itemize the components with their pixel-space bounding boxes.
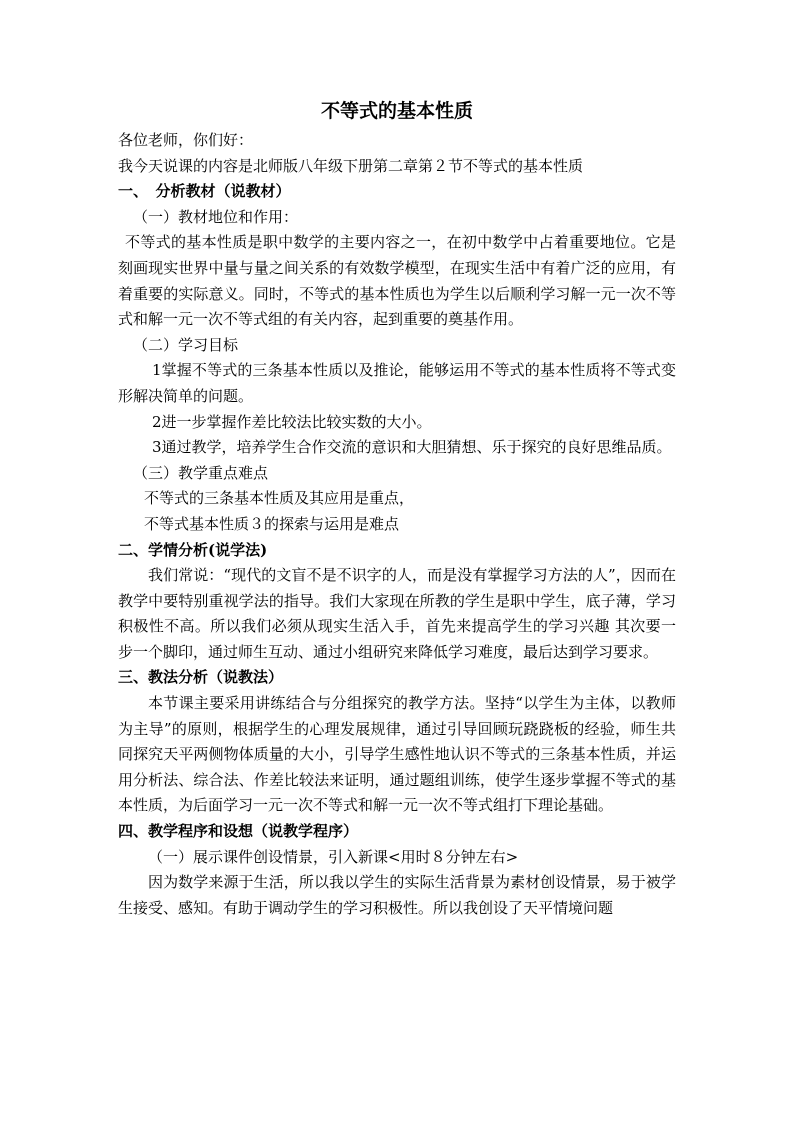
section1-sub1-body: 不等式的基本性质是职中数学的主要内容之一，在初中数学中占着重要地位。它是刻画现实世界中量与量之间关系的有效数学模型，在现实生活中有着广泛的应用，有着重要的实际意义。同时，不等式的基本性质也为学生以后顺利学习解一元一次不等式和解一元一次不等式组的有关内容，起到重要的奠基作用。	[118, 233, 676, 329]
difficulty: 不等式基本性质３的探索与运用是难点	[144, 514, 400, 533]
goal-3: 3通过教学，培养学生合作交流的意识和大胆猜想、乐于探究的良好思维品质。	[152, 438, 672, 457]
section4-sub1-body: 因为数学来源于生活，所以我以学生的实际生活背景为素材创设情景，易于被学生接受、感知。有助于调动学生的学习积极性。所以我创设了天平情境问题	[118, 873, 676, 917]
section4-sub1-heading: （一）展示课件创设情景，引入新课<用时８分钟左右>	[148, 847, 519, 866]
key-point: 不等式的三条基本性质及其应用是重点，	[144, 489, 415, 508]
document-page	[118, 96, 676, 921]
section1-sub2-heading: （二）学习目标	[133, 335, 239, 354]
goal-1: 1掌握不等式的三条基本性质以及推论，能够运用不等式的基本性质将不等式变形解决简单的问题。	[118, 361, 676, 405]
section1-sub3-heading: （三）教学重点难点	[133, 463, 269, 482]
section1-sub1-heading: （一）教材地位和作用：	[133, 207, 299, 226]
section3-body: 本节课主要采用讲练结合与分组探究的教学方法。坚持“以学生为主体，以教师为主导”的原则，根据学生的心理发展规律，通过引导回顾玩跷跷板的经验，师生共同探究天平两侧物体质量的大小，引导学生感性地认识不等式的三条基本性质，并运用分析法、综合法、作差比较法来证明，通过题组训练，使学生逐步掌握不等式的基本性质，为后面学习一元一次不等式和解一元一次不等式组打下理论基础。	[118, 694, 676, 815]
document-title: 不等式的基本性质	[320, 100, 473, 122]
intro-line: 我今天说课的内容是北师版八年级下册第二章第２节不等式的基本性质	[118, 156, 584, 175]
greeting: 各位老师，你们好：	[118, 131, 254, 149]
goal-2: 2进一步掌握作差比较法比较实数的大小。	[152, 412, 432, 431]
section1-heading: 一、 分析教材（说教材）	[118, 182, 291, 201]
section4-heading: 四、教学程序和设想（说教学程序）	[118, 822, 359, 841]
section2-body: 我们常说：“现代的文盲不是不识字的人，而是没有掌握学习方法的人”，因而在教学中要特别重视学法的指导。我们大家现在所教的学生是职中学生，底子薄，学习积极性不高。所以我们必须从现实生活入手，首先来提高学生的学习兴趣 其次要一步一个脚印，通过师生互动、通过小组研究来降低学习难度，最后达到学习要求。	[118, 566, 676, 661]
section3-heading: 三、教法分析（说教法）	[118, 668, 284, 687]
section2-heading: 二、学情分析(说学法)	[118, 540, 268, 559]
